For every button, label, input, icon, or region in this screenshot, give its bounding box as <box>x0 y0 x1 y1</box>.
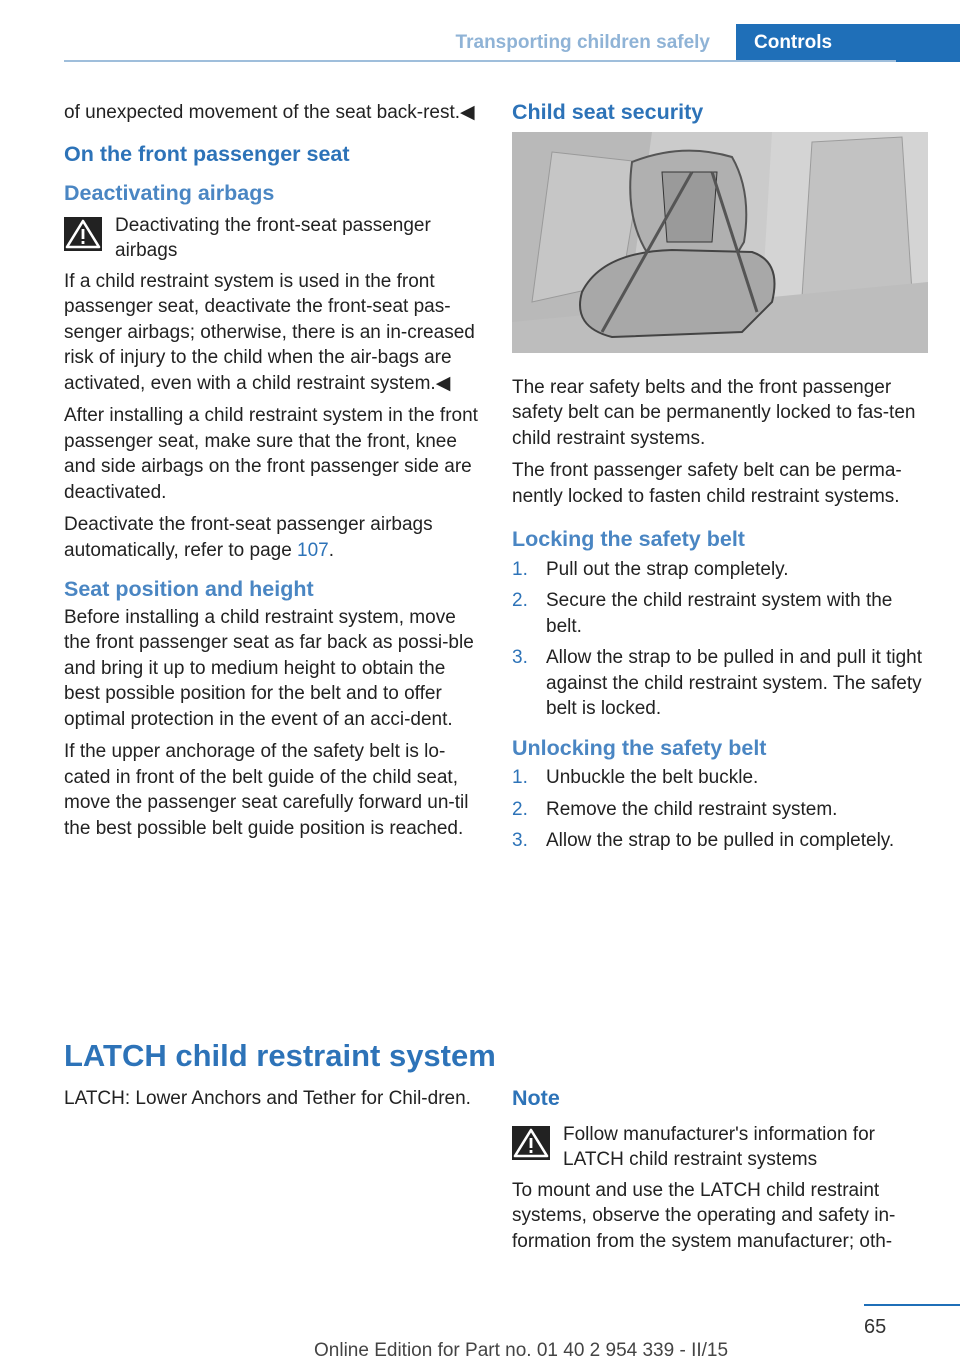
latch-section-title: LATCH child restraint system <box>64 1038 496 1073</box>
note-heading: Note <box>512 1086 560 1110</box>
warning-triangle-icon <box>512 1126 550 1160</box>
left-column <box>64 100 478 848</box>
list-item <box>512 797 926 823</box>
step-number: 3. <box>512 830 528 851</box>
header-rule <box>64 60 896 62</box>
list-item <box>512 828 926 854</box>
list-item <box>512 557 926 583</box>
step-text: Allow the strap to be pulled in and pull it tight against the child restraint system. The safety belt is locked. <box>546 647 923 719</box>
unlocking-heading: Unlocking the safety belt <box>512 735 767 760</box>
unlocking-steps-list <box>512 765 926 854</box>
latch-right-column <box>512 1086 928 1261</box>
latch-left-column <box>64 1086 478 1119</box>
auto-deactivate-text <box>64 512 478 563</box>
warning-text: If a child restraint system is used in the front passenger seat, deactivate the front-seat pas-senger airbags; otherwise, there is an in-creased risk of injury to the child when the air-bags are activated, even with a child restraint system.◀ <box>64 270 475 394</box>
step-number: 3. <box>512 647 528 668</box>
step-number: 1. <box>512 558 528 580</box>
latch-warning-text: To mount and use the LATCH child restraint systems, observe the operating and safety in-formation from the system manufacturer; oth- <box>512 1179 896 1252</box>
step-number: 2. <box>512 590 528 611</box>
rear-belts-text: The rear safety belts and the front passenger safety belt can be permanently locked to fas-ten child restraint systems. <box>512 376 916 449</box>
right-column <box>512 100 926 862</box>
warning-triangle-icon <box>64 217 102 251</box>
upper-anchorage-text: If the upper anchorage of the safety belt is lo-cated in front of the belt guide of the child seat, move the passenger seat carefully forward un-til the best possible belt guide position is reached. <box>64 741 469 839</box>
step-number: 1. <box>512 767 528 788</box>
latch-warning-title: Follow manufacturer's information for LATCH child restraint systems <box>563 1123 875 1170</box>
latch-warning-block <box>512 1122 928 1173</box>
seat-position-heading: Seat position and height <box>64 577 314 601</box>
list-item <box>512 765 926 791</box>
seat-position-text: Before installing a child restraint system, move the front passenger seat as far back as possi-ble and bring it up to medium height to obtain the best possible position for the belt and to offer optimal protection in the event of an acci-dent. <box>64 606 474 730</box>
auto-deactivate-label: Deactivate the front-seat passenger airbags automatically, refer to page <box>64 514 433 561</box>
locking-heading: Locking the safety belt <box>512 527 745 551</box>
front-belt-text: The front passenger safety belt can be perma-nently locked to fasten child restraint systems. <box>512 460 902 507</box>
step-text: Remove the child restraint system. <box>546 798 838 820</box>
child-seat-image <box>512 132 928 353</box>
step-text: Secure the child restraint system with the belt. <box>546 590 893 637</box>
page-number: 65 <box>864 1316 887 1338</box>
child-seat-security-heading: Child seat security <box>512 100 704 124</box>
page-reference-link[interactable]: 107 <box>297 539 329 561</box>
page-ref-end: . <box>328 539 335 561</box>
locking-steps-list <box>512 557 926 722</box>
intro-text: of unexpected movement of the seat back-rest.◀ <box>64 102 475 123</box>
step-text: Unbuckle the belt buckle. <box>546 767 759 788</box>
warning-block <box>64 213 478 264</box>
running-header-section: Transporting children safely <box>455 32 710 53</box>
front-seat-heading: On the front passenger seat <box>64 141 350 166</box>
step-text: Pull out the strap completely. <box>546 558 789 580</box>
running-header-chapter: Controls <box>736 24 960 62</box>
footer-rule <box>864 1304 960 1306</box>
step-number: 2. <box>512 798 528 820</box>
step-text: Allow the strap to be pulled in completely. <box>546 830 895 851</box>
latch-definition: LATCH: Lower Anchors and Tether for Chil-dren. <box>64 1088 471 1109</box>
airbags-heading: Deactivating airbags <box>64 181 275 205</box>
warning-title: Deactivating the front-seat passenger airbags <box>115 214 431 261</box>
after-install-text: After installing a child restraint system in the front passenger seat, make sure that the front, knee and side airbags on the front passenger side are deactivated. <box>64 405 478 503</box>
list-item <box>512 588 926 639</box>
edition-text: Online Edition for Part no. 01 40 2 954 339 - II/15 <box>314 1340 729 1361</box>
list-item <box>512 645 926 722</box>
